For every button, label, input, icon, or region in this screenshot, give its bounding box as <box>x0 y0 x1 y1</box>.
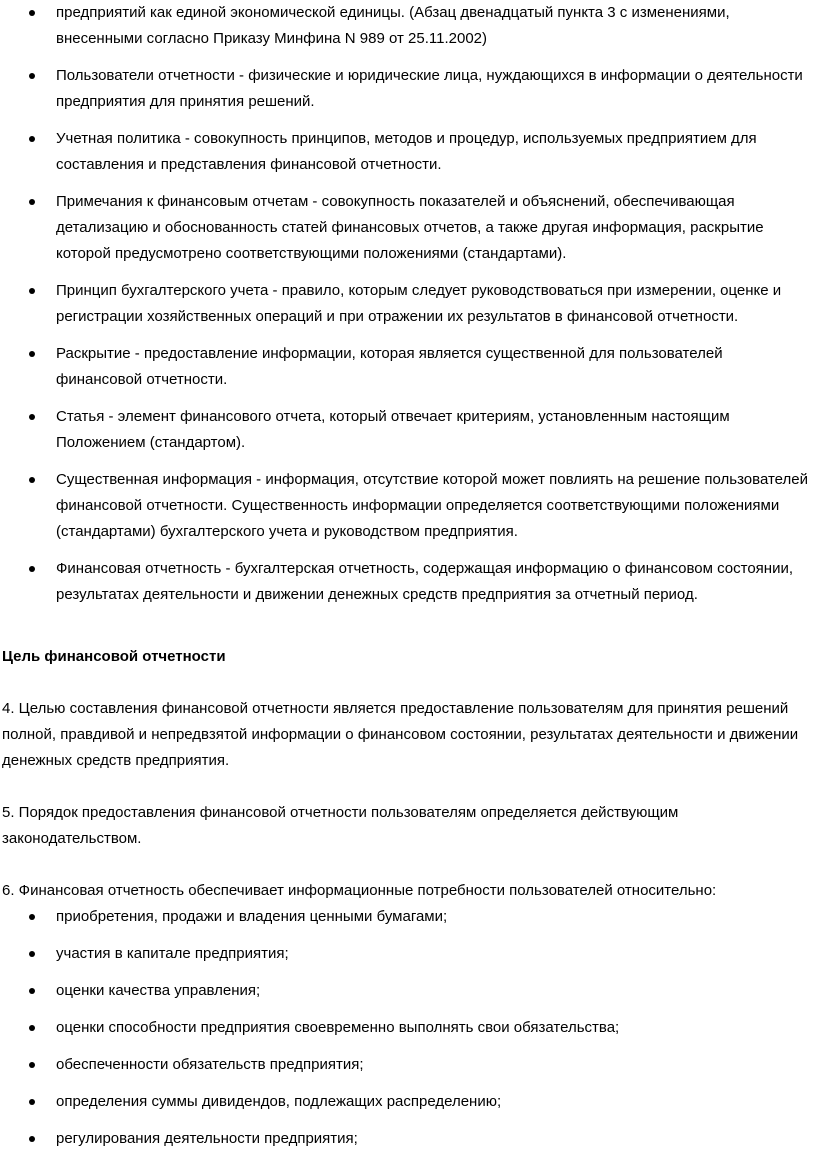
list-item <box>0 904 816 930</box>
bullet-icon <box>29 566 35 572</box>
list-item-text: Принцип бухгалтерского учета - правило, которым следует руководствоваться при измерении, оценке и регистрации хозяйственных операций и при отражении их результатов в финансовой отчетности. <box>56 282 782 325</box>
list-item-text: Финансовая отчетность - бухгалтерская отчетность, содержащая информацию о финансовом состоянии, результатах деятельности и движении денежных средств предприятия за отчетный период. <box>56 560 794 603</box>
bullet-icon <box>29 10 35 16</box>
list-item-text: Статья - элемент финансового отчета, который отвечает критериям, установленным настоящим Положением (стандартом). <box>56 408 730 451</box>
list-item <box>0 278 816 330</box>
bullet-icon <box>29 1025 35 1031</box>
list-item <box>0 189 816 267</box>
bullet-icon <box>29 988 35 994</box>
bullet-icon <box>29 288 35 294</box>
list-item <box>0 63 816 115</box>
list-item <box>0 978 816 1004</box>
bullet-icon <box>29 914 35 920</box>
bullet-icon <box>29 351 35 357</box>
list-item <box>0 126 816 178</box>
list-item-text: регулирования деятельности предприятия; <box>56 1130 358 1147</box>
list-item <box>0 556 816 608</box>
bullet-icon <box>29 1099 35 1105</box>
section-heading: Цель финансовой отчетности <box>2 648 226 665</box>
list-item-text: предприятий как единой экономической единицы. (Абзац двенадцатый пункта 3 с изменениями, внесенными согласно Приказу Минфина N 989 от 25.11.2002) <box>56 4 730 47</box>
paragraph-6: 6. Финансовая отчетность обеспечивает информационные потребности пользователей относительно: <box>2 882 717 899</box>
list-item-text: приобретения, продажи и владения ценными бумагами; <box>56 908 448 925</box>
list-item <box>0 0 816 52</box>
bullet-icon <box>29 1136 35 1142</box>
list-item-text: обеспеченности обязательств предприятия; <box>56 1056 364 1073</box>
list-item-text: участия в капитале предприятия; <box>56 945 289 962</box>
list-item <box>0 941 816 967</box>
list-item <box>0 1089 816 1115</box>
paragraph-4: 4. Целью составления финансовой отчетности является предоставление пользователям для принятия решений полной, правдивой и непредвзятой информации о финансовом состоянии, результатах деятельности и движении денежных средств предприятия. <box>2 700 799 769</box>
list-item-text: определения суммы дивидендов, подлежащих распределению; <box>56 1093 502 1110</box>
list-item <box>0 1015 816 1041</box>
bullet-icon <box>29 136 35 142</box>
bullet-icon <box>29 73 35 79</box>
bullet-icon <box>29 477 35 483</box>
bullet-icon <box>29 951 35 957</box>
paragraph-5: 5. Порядок предоставления финансовой отчетности пользователям определяется действующим законодательством. <box>2 804 679 847</box>
list-item-text: оценки способности предприятия своевременно выполнять свои обязательства; <box>56 1019 620 1036</box>
list-item <box>0 404 816 456</box>
list-item <box>0 467 816 545</box>
bullet-icon <box>29 199 35 205</box>
list-item-text: Примечания к финансовым отчетам - совокупность показателей и объяснений, обеспечивающая детализацию и обоснованность статей финансовых отчетов, а также другая информация, раскрытие которой предусмотрено соответствующими положениями (стандартами). <box>56 193 764 262</box>
info-needs-list <box>0 904 816 1152</box>
bullet-icon <box>29 1062 35 1068</box>
list-item <box>0 341 816 393</box>
list-item-text: Пользователи отчетности - физические и юридические лица, нуждающихся в информации о деятельности предприятия для принятия решений. <box>56 67 803 110</box>
list-item-text: Существенная информация - информация, отсутствие которой может повлиять на решение пользователей финансовой отчетности. Существенность информации определяется соответствующими положениями (стандартами) бухгалтерского учета и руководством предприятия. <box>56 471 808 540</box>
list-item <box>0 1052 816 1078</box>
list-item-text: Раскрытие - предоставление информации, которая является существенной для пользователей финансовой отчетности. <box>56 345 723 388</box>
list-item-text: Учетная политика - совокупность принципов, методов и процедур, используемых предприятием для составления и представления финансовой отчетности. <box>56 130 757 173</box>
list-item <box>0 1126 816 1152</box>
bullet-icon <box>29 414 35 420</box>
list-item-text: оценки качества управления; <box>56 982 261 999</box>
